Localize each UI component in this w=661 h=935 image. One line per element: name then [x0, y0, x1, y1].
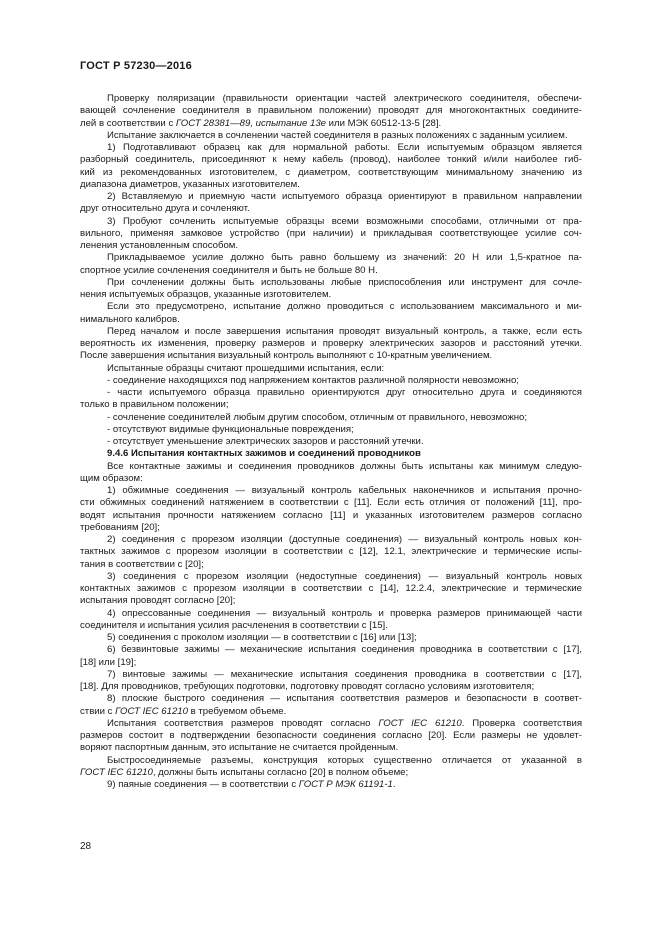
text-run: тания в соответствии с [20];	[80, 558, 204, 570]
standard-reference: ГОСТ IEC 61210	[378, 717, 462, 729]
text-line	[80, 559, 582, 571]
text-run: разборный соединитель, присоединяют к нему кабель (провод), наиболее тонкий и/или наиболее гиб-	[80, 154, 582, 166]
text-line	[80, 681, 582, 693]
text-line	[80, 632, 582, 644]
text-line	[80, 510, 582, 522]
text-line	[80, 363, 582, 375]
text-run: нения испытуемых образцов, указанные изготовителем.	[80, 289, 332, 300]
text-run: воряют паспортным данным, это испытание не считается пройденным.	[80, 742, 399, 754]
text-run: контактных зажимов с прорезом изоляции в соответствии с [14], 12.2.4, электрические и термические	[80, 583, 582, 594]
text-line	[80, 265, 582, 277]
text-run: лей в соответствии с	[80, 117, 176, 129]
text-line	[80, 755, 582, 767]
text-run: Если это предусмотрено, испытание должно проводиться с использованием максимального и ми-	[107, 301, 582, 313]
text-line	[80, 338, 582, 350]
text-line	[80, 216, 582, 228]
text-run: 9.4.6 Испытания контактных зажимов и соединений проводников	[107, 448, 421, 460]
text-run: Все контактные зажимы и соединения проводников должны быть испытаны как минимум следую-	[107, 460, 582, 472]
text-run: - сочленение соединителей любым другим способом, отличным от правильного, невозможно;	[107, 411, 528, 423]
text-line	[80, 399, 582, 411]
text-run: После завершения испытания визуальный контроль выполняют с 10-кратным увеличением.	[80, 350, 493, 362]
text-run: 5) соединения с проколом изоляции — в соответствии с [16] или [13];	[107, 632, 417, 643]
text-run: Перед началом и после завершения испытания проводят визуальный контроль, а также, если есть	[107, 325, 582, 337]
text-run: 1) Подготавливают образец как для нормальной работы. Если испытуемым образцом является	[107, 142, 582, 153]
text-run: - соединение находящихся под напряжением контактов различной полярности невозможно;	[107, 374, 519, 386]
text-line	[80, 167, 582, 179]
text-line	[80, 742, 582, 754]
text-run: 3) Пробуют сочленить испытуемые образцы всеми возможными способами, отличными от пра-	[107, 215, 582, 227]
text-line	[80, 314, 582, 326]
text-run: 2) Вставляемую и приемную части испытуемого образца ориентируют в правильном направлении	[107, 191, 582, 202]
text-run: тактных зажимов с прорезом изоляции в соответствии с [12], 12.1, электрические и термические испы-	[80, 546, 582, 558]
text-line	[80, 620, 582, 632]
text-line	[80, 473, 582, 485]
text-line	[80, 706, 582, 718]
text-line	[80, 534, 582, 546]
text-run: .	[392, 779, 396, 790]
text-run: - отсутствует уменьшение электрических зазоров и расстояний утечки.	[107, 436, 424, 447]
text-run: диапазона диаметров, указанных изготовителем.	[80, 178, 300, 190]
text-line	[80, 718, 582, 730]
text-line	[80, 326, 582, 338]
standard-reference: ГОСТ 28381—89, испытание 13е	[175, 117, 326, 129]
text-run: Испытанные образцы считают прошедшими испытания, если:	[107, 362, 385, 374]
text-run: размеров состоит в подтверждении безопасности соединения согласно [20]. Если размеры не удовлет-	[80, 730, 582, 741]
text-line	[80, 228, 582, 240]
text-line	[80, 301, 582, 313]
text-line	[80, 522, 582, 534]
text-line	[80, 546, 582, 558]
text-line	[80, 669, 582, 681]
text-run: вильного, применяя замковое устройство (при наличии) и прикладывая соответствующее усилие соч-	[80, 227, 582, 239]
text-run: щим образом:	[80, 472, 143, 484]
text-run: друг относительно друга и сочленяют.	[80, 203, 250, 215]
text-run: требованиям [20];	[80, 521, 160, 533]
text-line	[80, 485, 582, 497]
text-line	[80, 608, 582, 620]
text-run: только в правильном положении;	[80, 399, 229, 411]
text-run: 8) плоские быстрого соединения — испытания соответствия размеров и безопасности в соответ-	[107, 693, 582, 705]
text-line	[80, 387, 582, 399]
text-line	[80, 105, 582, 117]
text-line	[80, 412, 582, 424]
text-line	[80, 693, 582, 705]
text-line	[80, 142, 582, 154]
text-run: вероятность их изменения, проверку размеров и проверку электрических зазоров и расстояний утечки.	[80, 338, 582, 349]
standard-reference: ГОСТ IEC 61210	[80, 766, 153, 778]
text-run: в требуемом объеме.	[187, 705, 287, 717]
page-number: 28	[80, 841, 92, 852]
text-run: вающей сочленение соединителя в правильном положении) проводят для многоконтактных соедините-	[80, 105, 582, 117]
text-line	[80, 730, 582, 742]
text-run: [18]. Для проводников, требующих подготовки, подготовку проводят согласно условиям изготовителя;	[80, 681, 535, 692]
text-line	[80, 571, 582, 583]
text-line	[80, 644, 582, 656]
text-run: - части испытуемого образца правильно ориентируются друг относительно друга и соединяются	[107, 387, 582, 398]
text-line	[80, 240, 582, 252]
text-line	[80, 130, 582, 142]
text-run: сти обжимных соединений натяжением в соответствии с [11]. Если есть отличия от положений [11], про-	[80, 497, 582, 509]
text-run: Прикладываемое усилие должно быть равно большему из значений: 20 Н или 1,5-кратное па-	[107, 252, 582, 264]
text-line	[80, 583, 582, 595]
text-line	[80, 595, 582, 607]
text-line	[80, 350, 582, 362]
text-line	[80, 203, 582, 215]
text-line	[80, 154, 582, 166]
text-run: , должны быть испытаны согласно [20] в полном объеме;	[152, 766, 409, 778]
text-run: Испытания соответствия размеров проводят согласно	[107, 717, 379, 729]
text-run: Проверку поляризации (правильности ориентации частей электрического соединителя, обеспечи-	[107, 93, 582, 104]
standard-reference: ГОСТ IEC 61210	[115, 705, 188, 717]
text-run: испытания проводят согласно [20];	[80, 595, 236, 607]
text-run: 9) паяные соединения — в соответствии с	[107, 779, 299, 790]
text-line	[80, 779, 582, 791]
section-heading	[80, 448, 582, 460]
standard-reference: ГОСТ Р МЭК 61191-1	[298, 779, 393, 790]
text-run: . Проверка соответствия	[461, 717, 583, 729]
text-run: Испытание заключается в сочленении частей соединителя в разных положениях с заданным усилием.	[107, 129, 568, 141]
document-header: ГОСТ Р 57230—2016	[80, 60, 192, 72]
text-line	[80, 436, 582, 448]
text-run: ствии с	[80, 705, 116, 717]
text-line	[80, 179, 582, 191]
text-run: водят испытания прочности натяжением согласно [11] и указанных изготовителем размеров согласно	[80, 509, 582, 521]
text-run: 7) винтовые зажимы — механические испытания соединения проводника в соответствии с [17],	[107, 668, 582, 680]
text-run: 3) соединения с прорезом изоляции (недоступные соединения) — визуальный контроль новых	[107, 570, 582, 582]
text-run: кий из рекомендованных изготовителем, с диаметром, соответствующим минимальному значению из	[80, 166, 582, 178]
text-run: При сочленении должны быть использованы любые приспособления или инструмент для сочле-	[107, 276, 582, 288]
text-line	[80, 497, 582, 509]
text-line	[80, 767, 582, 779]
text-run: - отсутствуют видимые функциональные повреждения;	[107, 423, 354, 435]
text-run: 2) соединения с прорезом изоляции (доступные соединения) — визуальный контроль новых кон-	[107, 534, 582, 545]
text-run: 4) опрессованные соединения — визуальный контроль и проверка размеров принимающей части	[107, 607, 582, 619]
text-run: нимального калибров.	[80, 313, 180, 325]
text-line	[80, 461, 582, 473]
text-run: [18] или [19];	[80, 656, 137, 668]
text-run: 6) безвинтовые зажимы — механические испытания соединения проводника в соответствии с [17],	[107, 644, 582, 656]
text-run: ленения установленным способом.	[80, 240, 239, 251]
text-run: спортное усилие сочленения соединителя и быть не больше 80 Н.	[80, 264, 378, 276]
text-line	[80, 118, 582, 130]
text-line	[80, 191, 582, 203]
document-body	[80, 93, 582, 791]
text-line	[80, 93, 582, 105]
text-line	[80, 289, 582, 301]
text-run: соединителя и испытания усилия расчленения в соответствии с [15].	[80, 619, 388, 631]
text-run: 1) обжимные соединения — визуальный контроль кабельных наконечников и испытания прочно-	[107, 485, 582, 496]
text-line	[80, 424, 582, 436]
text-line	[80, 657, 582, 669]
text-line	[80, 252, 582, 264]
text-line	[80, 277, 582, 289]
text-run: или МЭК 60512-13-5 [28].	[326, 117, 442, 129]
text-run: Быстросоединяемые разъемы, конструкция которых существенно отличается от указанной в	[107, 754, 582, 766]
text-line	[80, 375, 582, 387]
